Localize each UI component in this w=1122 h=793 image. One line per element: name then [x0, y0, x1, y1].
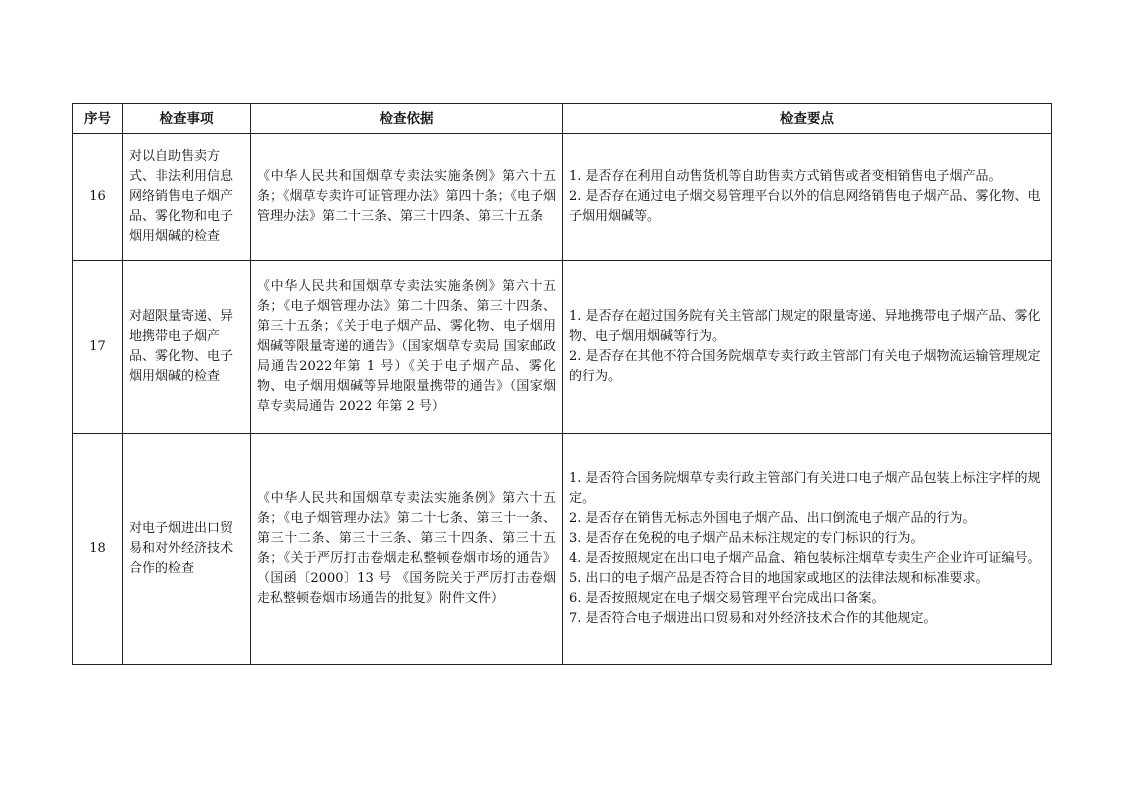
inspection-table	[72, 103, 1052, 665]
inspection-point: 1. 是否符合国务院烟草专卖行政主管部门有关进口电子烟产品包装上标注字样的规定。	[569, 471, 1041, 506]
row-inspection-points	[563, 261, 1052, 434]
row-inspection-points	[563, 434, 1052, 665]
row-serial-number: 16	[73, 134, 123, 261]
inspection-point: 5. 出口的电子烟产品是否符合目的地国家或地区的法律法规和标准要求。	[569, 571, 989, 586]
header-inspection-points: 检查要点	[563, 104, 1052, 134]
row-inspection-basis: 《中华人民共和国烟草专卖法实施条例》第六十五条；《电子烟管理办法》第二十七条、第三十一条、第三十二条、第三十三条、第三十四条、第三十五条；《关于严厉打击卷烟走私整顿卷烟市场的通告》（国函〔2000〕13 号 《国务院关于严厉打击卷烟走私整顿卷烟市场通告的批复》附件文件）	[251, 434, 563, 665]
row-serial-number: 18	[73, 434, 123, 665]
inspection-point: 1. 是否存在利用自动售货机等自助售卖方式销售或者变相销售电子烟产品。	[569, 169, 1002, 184]
header-serial-number: 序号	[73, 104, 123, 134]
row-inspection-item: 对以自助售卖方式、非法利用信息网络销售电子烟产品、雾化物和电子烟用烟碱的检查	[123, 134, 251, 261]
inspection-point: 2. 是否存在其他不符合国务院烟草专卖行政主管部门有关电子烟物流运输管理规定的行为。	[569, 349, 1041, 384]
row-inspection-item: 对电子烟进出口贸易和对外经济技术合作的检查	[123, 434, 251, 665]
table-row	[73, 134, 1052, 261]
inspection-point: 3. 是否存在免税的电子烟产品未标注规定的专门标识的行为。	[569, 531, 924, 546]
row-inspection-points	[563, 134, 1052, 261]
inspection-point: 2. 是否存在通过电子烟交易管理平台以外的信息网络销售电子烟产品、雾化物、电子烟用烟碱等。	[569, 189, 1041, 224]
row-inspection-item: 对超限量寄递、异地携带电子烟产品、雾化物、电子烟用烟碱的检查	[123, 261, 251, 434]
inspection-point: 4. 是否按照规定在出口电子烟产品盒、箱包装标注烟草专卖生产企业许可证编号。	[569, 551, 1041, 566]
inspection-point: 7. 是否符合电子烟进出口贸易和对外经济技术合作的其他规定。	[569, 611, 937, 626]
table-row	[73, 434, 1052, 665]
inspection-point: 6. 是否按照规定在电子烟交易管理平台完成出口备案。	[569, 591, 885, 606]
table-row	[73, 261, 1052, 434]
row-inspection-basis: 《中华人民共和国烟草专卖法实施条例》第六十五条；《烟草专卖许可证管理办法》第四十条；《电子烟管理办法》第二十三条、第三十四条、第三十五条	[251, 134, 563, 261]
row-serial-number: 17	[73, 261, 123, 434]
table-header-row	[73, 104, 1052, 134]
header-inspection-basis: 检查依据	[251, 104, 563, 134]
inspection-point: 2. 是否存在销售无标志外国电子烟产品、出口倒流电子烟产品的行为。	[569, 511, 976, 526]
header-inspection-item: 检查事项	[123, 104, 251, 134]
row-inspection-basis: 《中华人民共和国烟草专卖法实施条例》第六十五条；《电子烟管理办法》第二十四条、第三十四条、第三十五条；《关于电子烟产品、雾化物、电子烟用烟碱等限量寄递的通告》（国家烟草专卖局 国家邮政局通告2022年第 1 号）《关于电子烟产品、雾化物、电子烟用烟碱等异地限量携带的通告》（国家烟草专卖局通告 2022 年第 2 号）	[251, 261, 563, 434]
inspection-point: 1. 是否存在超过国务院有关主管部门规定的限量寄递、异地携带电子烟产品、雾化物、电子烟用烟碱等行为。	[569, 309, 1041, 344]
